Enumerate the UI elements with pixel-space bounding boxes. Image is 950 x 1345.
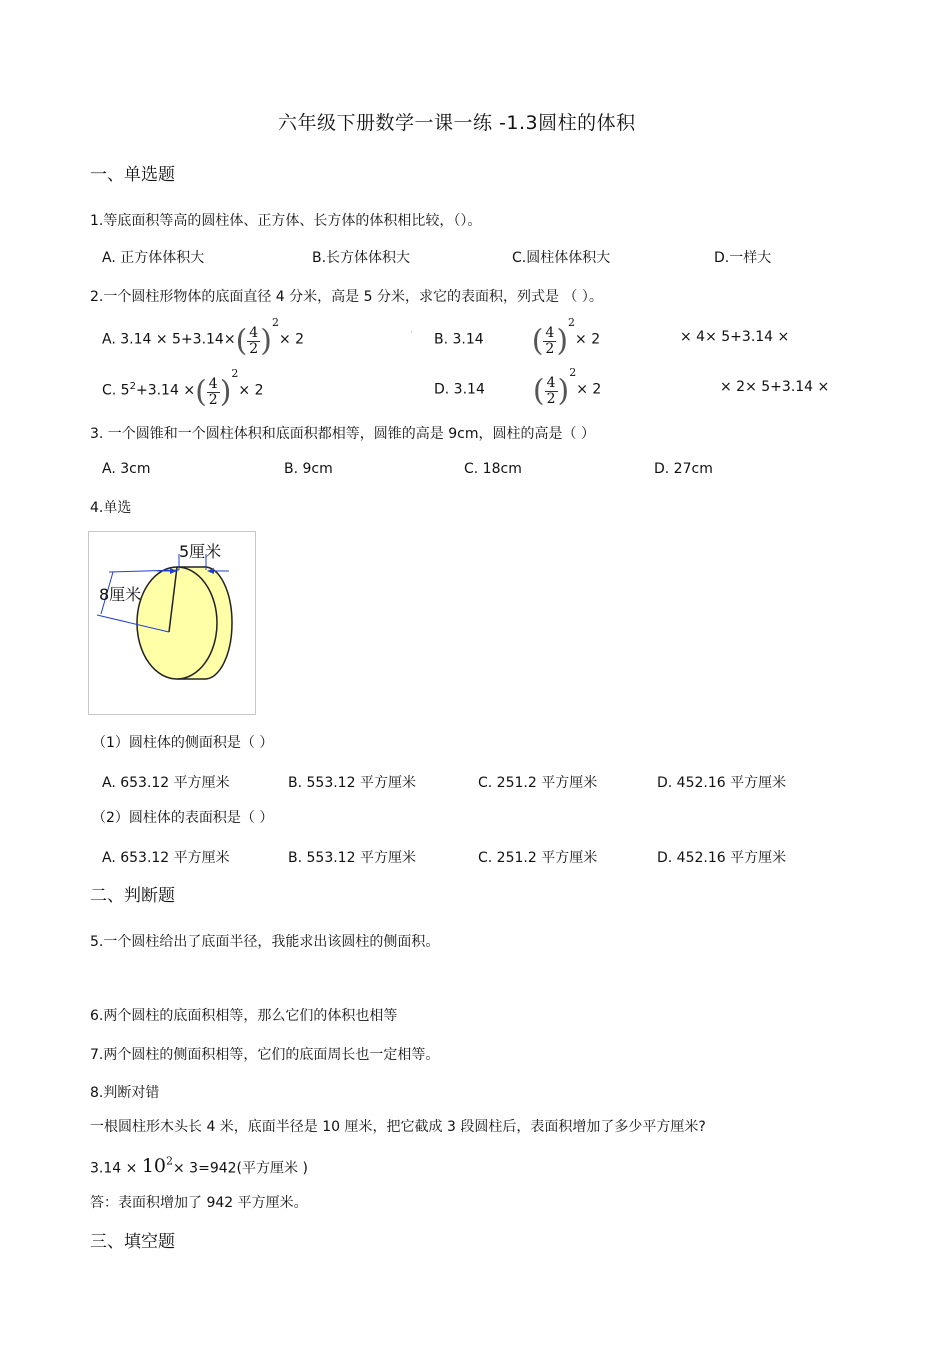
question-1-option-d: D.一样大 [714, 250, 772, 266]
question-4-sub-2-option-d: D. 452.16 平方厘米 [657, 850, 787, 866]
question-2-option-d: D. 3.14 ( $\frac{4}{2}$ )$^2$× 2 [434, 366, 601, 408]
question-2-option-c: C. $5^2+3.14$ ×( $\frac{4}{2}$ )$^2$× 2 [102, 366, 264, 408]
option-a-prefix: A. 3.14 × 5+3.14× [102, 331, 236, 348]
question-3-option-a: A. 3cm [102, 461, 151, 477]
question-1-option-a: A. 正方体体积大 [102, 250, 205, 266]
question-4-sub-1-option-c: C. 251.2 平方厘米 [478, 775, 598, 791]
fraction-four-halves-squared: ( $\frac{4}{2}$ )$^2$ [531, 316, 576, 359]
question-1-stem: 1.等底面积等高的圆柱体、正方体、长方体的体积相比较，（）。 [90, 213, 482, 229]
question-7: 7.两个圆柱的侧面积相等，它们的底面周长也一定相等。 [90, 1047, 440, 1063]
question-4-stem: 4.单选 [90, 500, 132, 516]
question-4-sub-2-option-c: C. 251.2 平方厘米 [478, 850, 598, 866]
question-2-option-d-tail: × 2× 5+3.14 × [720, 379, 830, 395]
question-4-sub-1-option-b: B. 553.12 平方厘米 [288, 775, 416, 791]
question-8-answer: 答：表面积增加了 942 平方厘米。 [90, 1195, 308, 1211]
cylinder-figure [88, 531, 256, 715]
fraction-four-halves-squared: ( $\frac{4}{2}$ )$^2$ [235, 316, 279, 359]
question-6: 6.两个圆柱的底面积相等，那么它们的体积也相等 [90, 1008, 398, 1024]
question-3-option-d: D. 27cm [654, 461, 713, 477]
question-1-option-b: B.长方体体积大 [312, 250, 411, 266]
question-2-stem: 2.一个圆柱形物体的底面直径 4 分米，高是 5 分米，求它的表面积，列式是 （ ）。 [90, 289, 603, 305]
question-4-sub-2: （2）圆柱体的表面积是（ ） [92, 810, 274, 826]
question-3-option-c: C. 18cm [464, 461, 522, 477]
question-8-text: 一根圆柱形木头长 4 米，底面半径是 10 厘米，把它截成 3 段圆柱后，表面积增加了多少平方厘米? [90, 1119, 706, 1135]
figure-label-radius: 8厘米 [99, 585, 142, 604]
question-2-option-a [102, 316, 304, 358]
section-heading-true-false: 二、判断题 [90, 886, 175, 906]
cylinder-diagram [89, 532, 255, 714]
question-4-sub-1: （1）圆柱体的侧面积是（ ） [92, 735, 274, 751]
question-5: 5.一个圆柱给出了底面半径，我能求出该圆柱的侧面积。 [90, 934, 440, 950]
question-2-option-b-tail: × 4× 5+3.14 × [680, 329, 790, 345]
question-3-stem: 3. 一个圆锥和一个圆柱体积和底面积都相等，圆锥的高是 9cm，圆柱的高是（ ） [90, 426, 595, 442]
option-b-prefix: B. 3.14 [434, 331, 484, 348]
option-a-suffix: × 2 [278, 331, 305, 348]
question-8-calculation: $3.14 \times 10^2\times 3=942$(平方厘米 ) [90, 1155, 308, 1178]
section-heading-fill-in: 三、填空题 [90, 1232, 175, 1252]
fraction-four-halves-squared: ( $\frac{4}{2}$ )$^2$ [195, 367, 239, 410]
question-4-sub-2-option-a: A. 653.12 平方厘米 [102, 850, 230, 866]
ten-squared: $10^2$ [141, 1155, 173, 1178]
page-title: 六年级下册数学一课一练 -1.3圆柱的体积 [278, 112, 636, 134]
figure-label-height: 5厘米 [179, 542, 222, 561]
question-1-option-c: C.圆柱体体积大 [512, 250, 611, 266]
question-2-option-b [434, 316, 600, 358]
section-heading-single-choice: 一、单选题 [90, 165, 175, 185]
question-8-stem: 8.判断对错 [90, 1085, 160, 1101]
question-3-option-b: B. 9cm [284, 461, 333, 477]
question-4-sub-1-option-a: A. 653.12 平方厘米 [102, 775, 230, 791]
option-b-suffix: × 2 [575, 331, 601, 348]
question-4-sub-1-option-d: D. 452.16 平方厘米 [657, 775, 787, 791]
fraction-four-halves-squared: ( $\frac{4}{2}$ )$^2$ [532, 366, 577, 409]
question-4-sub-2-option-b: B. 553.12 平方厘米 [288, 850, 416, 866]
